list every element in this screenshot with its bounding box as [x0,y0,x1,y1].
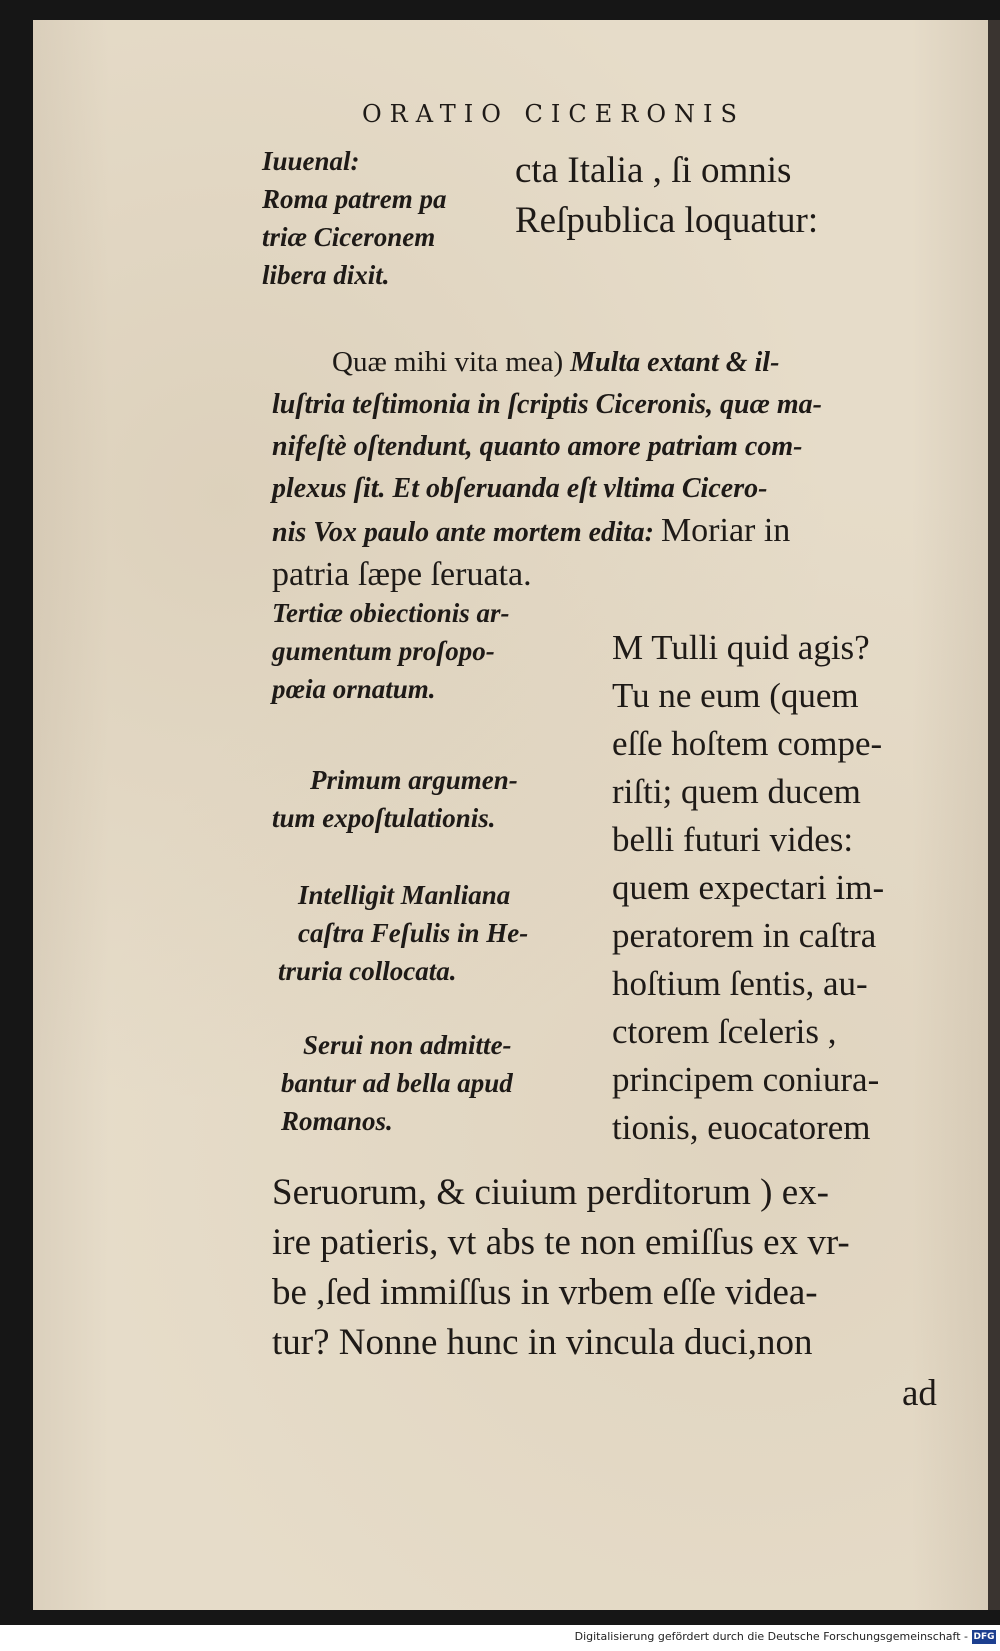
commentary-line: nifeſtè oſtendunt, quanto amore patriam com- [272,431,803,462]
side-note-line: bantur ad bella apud [281,1068,513,1098]
commentary-line: plexus ſit. Et obſeruanda eſt vltima Cicero- [272,473,768,504]
side-note-line: triæ Ciceronem [262,222,436,252]
side-note-iuuenal [262,142,447,294]
catchword: ad [902,1373,937,1414]
commentary-line: Multa extant & il- [570,347,780,378]
side-note-serui [281,1026,513,1140]
main-line: peratorem in caſtra [612,916,877,955]
commentary-block [272,341,952,596]
side-note-line: Roma patrem pa [262,184,447,214]
footer-bar [0,1625,1000,1651]
main-line: riſti; quem ducem [612,772,861,811]
commentary-first-line [272,341,952,384]
main-line: ire patieris, vt abs te non emiſſus ex vr- [272,1222,850,1263]
side-note-primum [272,761,518,837]
side-note-line: Intelligit Manliana [298,880,511,910]
side-note-line: caſtra Feſulis in He- [298,918,529,948]
main-line: belli futuri vides: [612,820,854,859]
commentary-lemma: Quæ mihi vita mea) [332,346,564,378]
commentary-line: luſtria teſtimonia in ſcriptis Ciceronis, quæ ma- [272,389,822,420]
commentary-last-line [272,510,952,554]
side-note-line: Primum argumen- [310,765,518,795]
dfg-logo-icon: DFG [973,1632,995,1642]
side-note-line: tum expoſtulationis. [272,803,496,833]
main-line: ctorem ſceleris , [612,1012,837,1051]
side-note-intelligit [278,876,529,990]
footer-credit: Digitalisierung gefördert durch die Deutsche Forschungsgemeinschaft - [574,1630,968,1643]
side-note-line: Tertiæ obiectionis ar- [272,598,510,628]
main-line: hoſtium ſentis, au- [612,964,868,1003]
main-line: tur? Nonne hunc in vincula duci,non [272,1322,813,1363]
main-text-middle [612,624,884,1152]
main-line: eſſe hoſtem compe- [612,724,883,763]
commentary-quote: Moriar in [660,512,791,549]
side-note-line: libera dixit. [262,260,390,290]
commentary-line: nis Vox paulo ante mortem edita: [272,517,654,548]
side-note-line: gumentum proſopo- [272,636,495,666]
side-note-line: Serui non admitte- [303,1030,512,1060]
commentary-quote-end: patria ſæpe ſeruata. [272,556,532,593]
side-note-line: Romanos. [281,1106,393,1136]
running-head: ORATIO CICERONIS [362,100,745,128]
main-line: Reſpublica loquatur: [515,200,819,241]
side-note-line: truria collocata. [278,956,457,986]
main-line: cta Italia , ſi omnis [515,150,792,191]
side-note-tertiae [272,594,510,708]
page-edge [988,20,1000,1610]
main-line: quem expectari im- [612,868,885,907]
main-line: Tu ne eum (quem [612,676,859,715]
main-line: principem coniura- [612,1060,880,1099]
main-line: tionis, euocatorem [612,1108,871,1147]
side-note-line: Iuuenal: [262,146,360,176]
main-text-bottom [272,1168,850,1368]
main-line: M Tulli quid agis? [612,628,870,667]
main-line: be ,ſed immiſſus in vrbem eſſe videa- [272,1272,818,1313]
main-line: Seruorum, & ciuium perditorum ) ex- [272,1172,829,1213]
side-note-line: pœia ornatum. [272,674,436,704]
main-text-top [515,146,818,246]
